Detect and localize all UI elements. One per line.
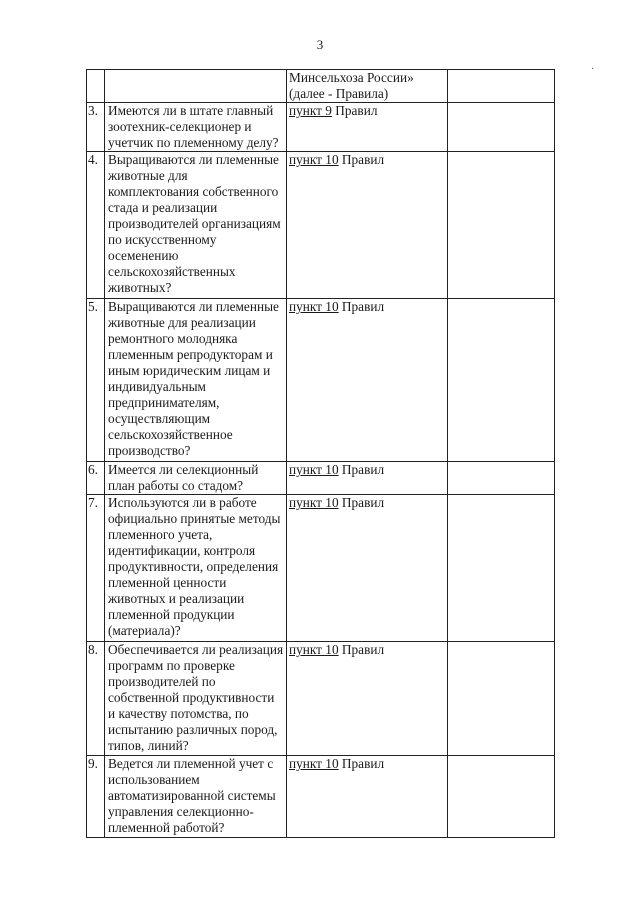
question-line: зоотехник-селекционер и <box>108 119 252 134</box>
question-cell <box>105 299 287 462</box>
answer-cell[interactable] <box>448 103 555 152</box>
question-line: официально принятые методы <box>108 511 281 526</box>
legal-reference-cell <box>287 642 448 756</box>
question-line: план работы со стадом? <box>108 478 244 493</box>
question-cell <box>105 152 287 299</box>
question-line: сельскохозяйственных <box>108 264 236 279</box>
legal-reference-text: Правил <box>338 299 385 314</box>
question-cell <box>105 495 287 642</box>
question-line: племенной продукции <box>108 607 235 622</box>
question-line: идентификации, контроля <box>108 543 256 558</box>
legal-reference-cell <box>287 103 448 152</box>
page-number: 3 <box>316 37 324 52</box>
legal-reference-text: Правил <box>338 152 385 167</box>
header-answer-cell <box>448 70 555 103</box>
row-number: 4. <box>87 152 105 299</box>
answer-cell[interactable] <box>448 642 555 756</box>
question-line: племенной работой? <box>108 820 225 835</box>
question-line: комплектования собственного <box>108 184 279 199</box>
header-ref-cell <box>287 70 448 103</box>
question-cell <box>105 462 287 495</box>
question-line: использованием <box>108 772 200 787</box>
legal-reference-cell <box>287 462 448 495</box>
table-row <box>87 495 555 642</box>
question-line: животных и реализации <box>108 591 245 606</box>
row-number: 6. <box>87 462 105 495</box>
question-line: производство? <box>108 443 191 458</box>
question-line: учетчик по племенному делу? <box>108 135 279 150</box>
row-number: 3. <box>87 103 105 152</box>
answer-cell[interactable] <box>448 495 555 642</box>
legal-reference-link[interactable]: пункт 10 <box>289 462 339 477</box>
question-line: племенного учета, <box>108 527 213 542</box>
question-cell <box>105 756 287 838</box>
question-line: управления селекционно- <box>108 804 254 819</box>
question-line: типов, линий? <box>108 738 189 753</box>
question-cell <box>105 642 287 756</box>
legal-reference-text: Правил <box>338 462 385 477</box>
checklist-table <box>86 69 555 838</box>
question-cell <box>105 103 287 152</box>
legal-reference-text: Правил <box>331 103 378 118</box>
answer-cell[interactable] <box>448 756 555 838</box>
question-line: сельскохозяйственное <box>108 427 233 442</box>
question-line: Ведется ли племенной учет с <box>108 756 274 771</box>
question-line: предпринимателям, <box>108 395 220 410</box>
legal-reference-link[interactable]: пункт 10 <box>289 756 339 771</box>
question-line: Имеется ли селекционный <box>108 462 259 477</box>
legal-reference-link[interactable]: пункт 10 <box>289 495 339 510</box>
answer-cell[interactable] <box>448 299 555 462</box>
question-line: животные для реализации <box>108 315 256 330</box>
header-num-cell <box>87 70 105 103</box>
legal-reference-link[interactable]: пункт 10 <box>289 642 339 657</box>
table-row <box>87 299 555 462</box>
question-line: стада и реализации <box>108 200 218 215</box>
row-number: 9. <box>87 756 105 838</box>
row-number: 7. <box>87 495 105 642</box>
answer-cell[interactable] <box>448 462 555 495</box>
legal-reference-link[interactable]: пункт 10 <box>289 152 339 167</box>
question-line: ремонтного молодняка <box>108 331 238 346</box>
question-line: производителей по <box>108 674 216 689</box>
question-line: Используются ли в работе <box>108 495 257 510</box>
row-number: 8. <box>87 642 105 756</box>
question-line: по искусственному <box>108 232 217 247</box>
question-line: и качеству потомства, по <box>108 706 249 721</box>
question-line: животных? <box>108 280 172 295</box>
question-line: племенным репродукторам и <box>108 347 273 362</box>
corner-mark: · <box>591 64 595 75</box>
question-line: Выращиваются ли племенные <box>108 299 279 314</box>
header-ref-line: (далее - Правила) <box>289 86 389 101</box>
question-line: племенной ценности <box>108 575 227 590</box>
question-line: собственной продуктивности <box>108 690 275 705</box>
question-line: (материала)? <box>108 623 181 638</box>
table-row <box>87 462 555 495</box>
question-line: животные для <box>108 168 188 183</box>
table-row <box>87 152 555 299</box>
question-line: производителей организациям <box>108 216 281 231</box>
question-line: продуктивности, определения <box>108 559 279 574</box>
table-row <box>87 103 555 152</box>
question-line: автоматизированной системы <box>108 788 276 803</box>
question-line: Выращиваются ли племенные <box>108 152 279 167</box>
legal-reference-link[interactable]: пункт 10 <box>289 299 339 314</box>
header-ref-line: Минсельхоза России» <box>289 70 414 85</box>
legal-reference-text: Правил <box>338 756 385 771</box>
row-number: 5. <box>87 299 105 462</box>
table-row <box>87 642 555 756</box>
question-line: программ по проверке <box>108 658 235 673</box>
question-line: осуществляющим <box>108 411 211 426</box>
legal-reference-cell <box>287 756 448 838</box>
legal-reference-cell <box>287 152 448 299</box>
legal-reference-cell <box>287 495 448 642</box>
question-line: Имеются ли в штате главный <box>108 103 274 118</box>
question-line: испытанию различных пород, <box>108 722 278 737</box>
question-line: иным юридическим лицам и <box>108 363 271 378</box>
header-question-cell <box>105 70 287 103</box>
answer-cell[interactable] <box>448 152 555 299</box>
table-header-row <box>87 70 555 103</box>
legal-reference-cell <box>287 299 448 462</box>
question-line: индивидуальным <box>108 379 206 394</box>
table-row <box>87 756 555 838</box>
legal-reference-link[interactable]: пункт 9 <box>289 103 332 118</box>
question-line: осеменению <box>108 248 179 263</box>
legal-reference-text: Правил <box>338 642 385 657</box>
checklist-table-body <box>87 70 555 838</box>
legal-reference-text: Правил <box>338 495 385 510</box>
question-line: Обеспечивается ли реализация <box>108 642 284 657</box>
